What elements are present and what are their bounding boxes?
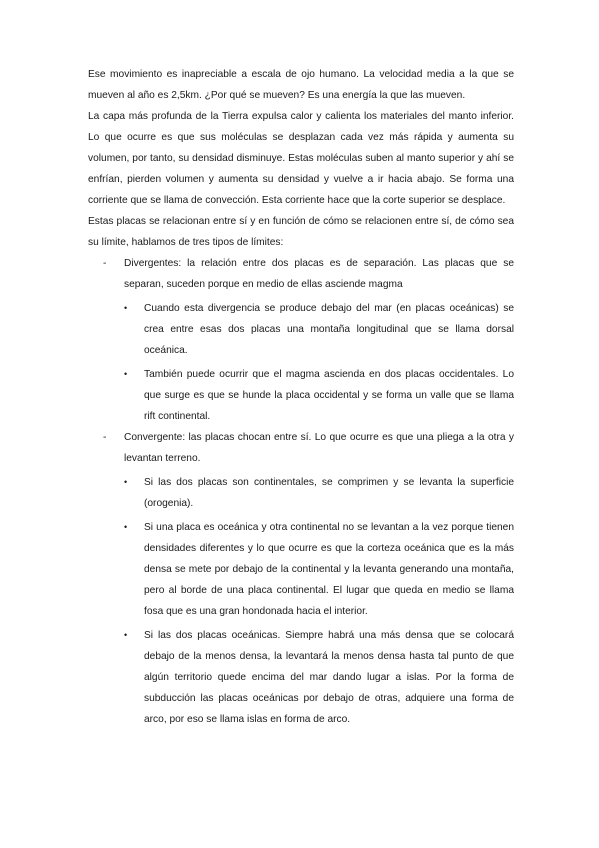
bullet-text: Cuando esta divergencia se produce debajo del mar (en placas oceánicas) se crea entre esas dos placas una montaña longitudinal que se llama dorsal oceánica. [144,303,514,356]
limit-types-list [88,253,514,730]
bullet-icon: • [124,630,128,640]
bullet-text: Si las dos placas oceánicas. Siempre habrá una más densa que se colocará debajo de la menos densa, la levantará la menos densa hasta tal punto de que algún territorio quede encima del mar dando lugar a islas. Por la forma de subducción las placas oceánicas por debajo de otras, adquiere una forma de arco, por eso se llama islas en forma de arco. [144,630,514,725]
list-item-convergent [88,427,514,730]
document-body [88,64,514,730]
bullet-icon: • [124,303,128,313]
bullet-icon: • [124,522,128,532]
list-item [124,517,514,622]
convergent-description: Convergente: las placas chocan entre sí. Lo que ocurre es que una pliega a la otra y levantan terreno. [124,432,514,464]
list-item-divergent [88,253,514,427]
dash-marker: - [103,258,107,269]
bullet-text: También puede ocurrir que el magma ascienda en dos placas occidentales. Lo que surge es que se hunde la placa occidental y se forma un valle que se llama rift continental. [144,369,514,422]
bullet-icon: • [124,477,128,487]
list-item [124,364,514,427]
list-item [124,625,514,730]
bullet-text: Si las dos placas son continentales, se comprimen y se levanta la superficie (orogenia). [144,477,514,509]
divergent-description: Divergentes: la relación entre dos placas es de separación. Las placas que se separan, suceden porque en medio de ellas asciende magma [124,258,514,290]
divergent-bullets [124,298,514,427]
list-item [124,472,514,514]
paragraph-convection: La capa más profunda de la Tierra expulsa calor y calienta los materiales del manto inferior. Lo que ocurre es que sus moléculas se desplazan cada vez más rápida y aumenta su volumen, por tanto, su densidad disminuye. Estas moléculas suben al manto superior y ahí se enfrían, pierden volumen y aumenta su densidad y vuelve a ir hacia abajo. Se forma una corriente que se llama de convección. Esta corriente hace que la corte superior se desplace. [88,111,514,206]
list-item [124,298,514,361]
bullet-text: Si una placa es oceánica y otra continental no se levantan a la vez porque tienen densidades diferentes y lo que ocurre es que la corteza oceánica que es la más densa se mete por debajo de la continental y la levanta generando una montaña, pero al borde de una placa continental. El lugar que queda en medio se llama fosa que es una gran hondonada hacia el interior. [144,522,514,617]
convergent-bullets [124,472,514,730]
paragraph-plate-limits-intro: Estas placas se relacionan entre sí y en función de cómo se relacionen entre sí, de cómo sea su límite, hablamos de tres tipos de límites: [88,216,514,248]
paragraph-movement: Ese movimiento es inapreciable a escala de ojo humano. La velocidad media a la que se mueven al año es 2,5km. ¿Por qué se mueven? Es una energía la que las mueven. [88,69,514,101]
bullet-icon: • [124,369,128,379]
dash-marker: - [103,432,107,443]
